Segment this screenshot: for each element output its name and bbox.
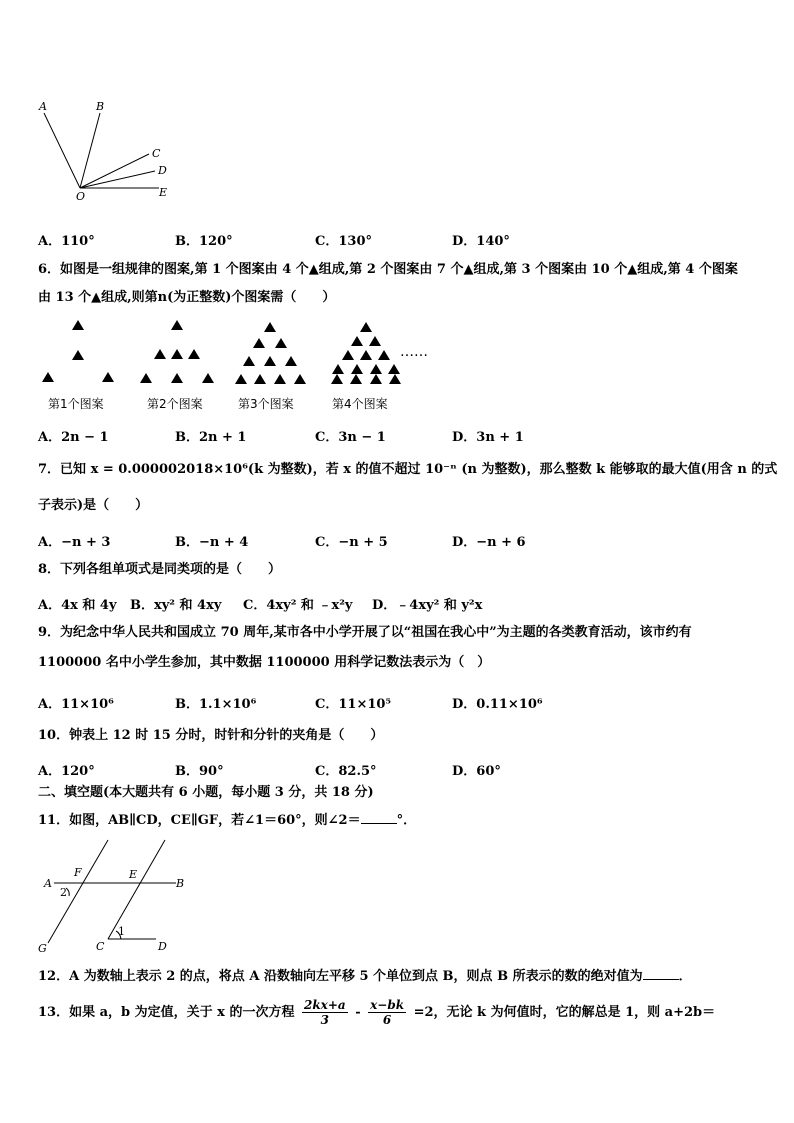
parallel-lines-figure <box>36 836 206 958</box>
label-b: B <box>96 100 105 113</box>
q8-option-c: C．4xy² 和 ﹣x²y <box>243 598 353 613</box>
q9-option-b: B．1.1×10⁶ <box>175 697 257 712</box>
label-f: F <box>74 866 82 879</box>
label-angle-1: 1 <box>118 925 125 938</box>
q13-suffix: =2，无论 k 为何值时，它的解总是 1，则 a+2b＝ <box>413 1005 716 1020</box>
q13-fraction-1: $\frac{2kx+a}{3}$ <box>304 998 346 1027</box>
q11-line <box>38 811 416 829</box>
q10-option-c: C．82.5° <box>315 764 377 779</box>
label-o: O <box>76 190 86 203</box>
label-e: E <box>159 186 168 199</box>
label-a: A <box>39 100 47 113</box>
q6-option-c: C．3n − 1 <box>315 430 386 445</box>
q10-line: 10．钟表上 12 时 15 分时，时针和分针的夹角是（ ） <box>38 728 384 743</box>
q12-line <box>38 967 692 985</box>
q12-answer-blank[interactable] <box>643 967 679 980</box>
q11-answer-blank[interactable] <box>361 811 397 824</box>
label-a: A <box>44 877 52 890</box>
q9-option-c: C．11×10⁵ <box>315 697 392 712</box>
label-angle-2: 2 <box>60 886 67 899</box>
q7-line-1: 7．已知 x = 0.000002018×10⁶(k 为整数)，若 x 的值不超过 10⁻ⁿ (n 为整数)，那么整数 k 能够取的最大值(用含 n 的式 <box>38 462 778 477</box>
q9-option-d: D．0.11×10⁶ <box>452 697 543 712</box>
q6-line-1: 6．如图是一组规律的图案,第 1 个图案由 4 个▲组成,第 2 个图案由 7 个▲组成,第 3 个图案由 10 个▲组成,第 4 个图案 <box>38 262 738 277</box>
q8-line: 8．下列各组单项式是同类项的是（ ） <box>38 562 282 577</box>
q10-option-b: B．90° <box>175 764 224 779</box>
q9-line-2: 1100000 名中小学生参加，其中数据 1100000 用科学记数法表示为（ ） <box>38 655 491 670</box>
q10-option-a: A．120° <box>38 764 95 779</box>
angle-rays-figure <box>34 96 184 206</box>
q7-line-2: 子表示)是（ ） <box>38 498 149 513</box>
q11-text-b: °． <box>396 813 417 828</box>
label-e: E <box>129 868 138 881</box>
q13-fraction-2: $\frac{x-bk}{6}$ <box>370 998 405 1027</box>
q8-option-a: A．4x 和 4y <box>38 598 117 613</box>
q8-option-d: D．﹣4xy² 和 y²x <box>372 598 483 613</box>
q5-option-c: C．130° <box>315 234 372 249</box>
q9-option-a: A．11×10⁶ <box>38 697 114 712</box>
q5-option-b: B．120° <box>175 234 233 249</box>
q7-option-c: C．−n + 5 <box>315 535 388 550</box>
label-c: C <box>96 940 105 953</box>
label-b: B <box>176 877 185 890</box>
pattern-ellipsis: …… <box>400 344 428 360</box>
label-d: D <box>158 940 167 953</box>
caption-pattern-2: 第2个图案 <box>147 397 203 411</box>
q6-option-a: A．2n − 1 <box>38 430 109 445</box>
section-2-heading: 二、填空题(本大题共有 6 小题，每小题 3 分，共 18 分) <box>38 785 374 800</box>
q6-option-d: D．3n + 1 <box>452 430 524 445</box>
q9-line-1: 9．为纪念中华人民共和国成立 70 周年,某市各中小学开展了以“祖国在我心中”为主题的各类教育活动，该市约有 <box>38 625 692 640</box>
q5-option-a: A．110° <box>38 234 95 249</box>
q6-option-b: B．2n + 1 <box>175 430 247 445</box>
caption-pattern-3: 第3个图案 <box>238 397 294 411</box>
q13-minus: - <box>355 1005 361 1020</box>
q11-text-a: 11．如图，AB∥CD，CE∥GF，若∠1＝60°，则∠2＝ <box>38 813 361 828</box>
caption-pattern-1: 第1个图案 <box>48 397 104 411</box>
q10-option-d: D．60° <box>452 764 501 779</box>
caption-pattern-4: 第4个图案 <box>332 397 388 411</box>
q7-option-b: B．−n + 4 <box>175 535 249 550</box>
q12-text-b: ． <box>678 969 692 984</box>
label-d: D <box>158 164 167 177</box>
q7-option-a: A．−n + 3 <box>38 535 111 550</box>
q12-text-a: 12．A 为数轴上表示 2 的点，将点 A 沿数轴向左平移 5 个单位到点 B，则点 B 所表示的数的绝对值为 <box>38 969 643 984</box>
q6-line-2: 由 13 个▲组成,则第n(为正整数)个图案需（ ） <box>38 290 336 305</box>
label-c: C <box>152 147 161 160</box>
q7-option-d: D．−n + 6 <box>452 535 526 550</box>
q13-line <box>38 998 715 1028</box>
label-g: G <box>38 942 47 955</box>
q13-prefix: 13．如果 a，b 为定值，关于 x 的一次方程 <box>38 1005 295 1020</box>
q8-option-b: B．xy² 和 4xy <box>130 598 222 613</box>
q5-option-d: D．140° <box>452 234 510 249</box>
